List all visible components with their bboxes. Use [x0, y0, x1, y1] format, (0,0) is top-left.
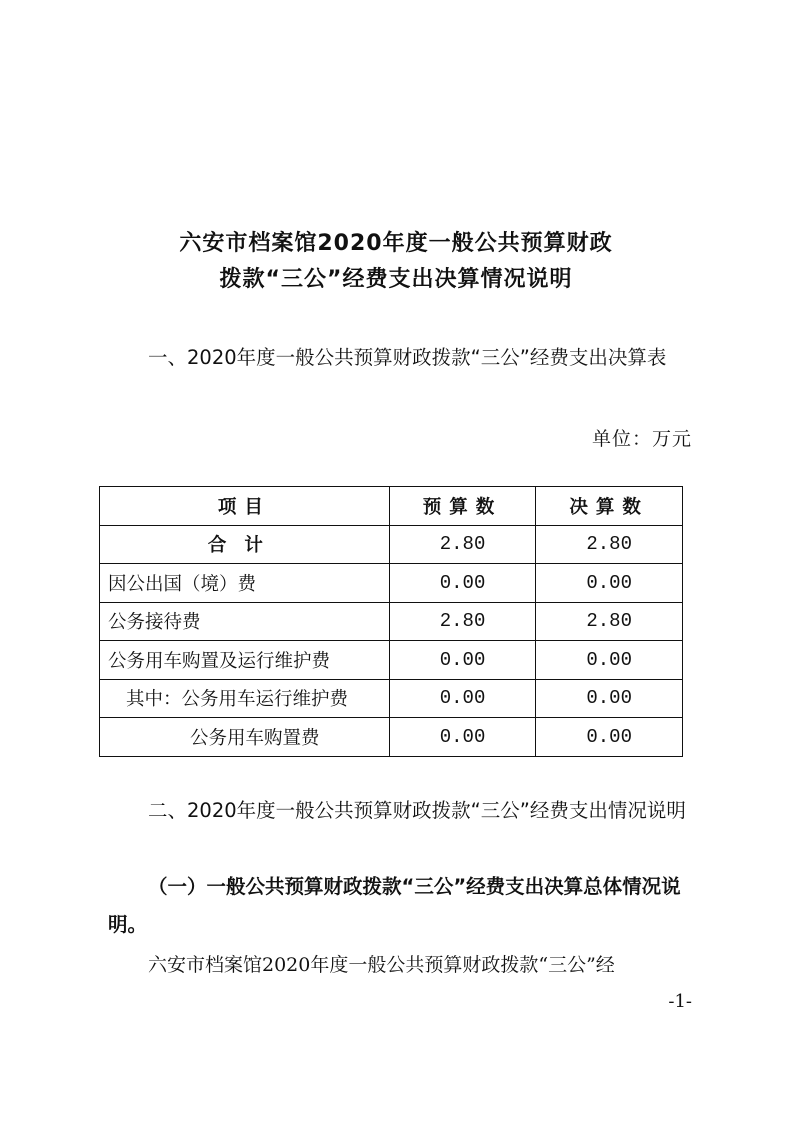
- row-actual: 0.00: [536, 679, 683, 718]
- row-budget: 2.80: [389, 525, 536, 564]
- body-paragraph: 六安市档案馆2020年度一般公共预算财政拨款“三公”经: [148, 954, 615, 976]
- document-title-line-2: 拨款“三公”经费支出决算情况说明: [219, 267, 573, 292]
- table-header-row: [100, 487, 683, 526]
- section-2-heading: 二、2020年度一般公共预算财政拨款“三公”经费支出情况说明: [148, 799, 686, 822]
- page-number: -1-: [668, 991, 692, 1012]
- document-title-line-1: 六安市档案馆2020年度一般公共预算财政: [179, 231, 613, 256]
- section-1-heading: 一、2020年度一般公共预算财政拨款“三公”经费支出决算表: [148, 346, 667, 369]
- row-name: 公务用车购置及运行维护费: [100, 641, 390, 680]
- section-2-subheading: （一）一般公共预算财政拨款“三公”经费支出决算总体情况说明。: [108, 875, 681, 936]
- header-budget: 预算数: [389, 487, 536, 526]
- row-actual: 0.00: [536, 718, 683, 757]
- row-actual: 2.80: [536, 602, 683, 641]
- row-actual: 0.00: [536, 564, 683, 603]
- row-name: 因公出国（境）费: [100, 564, 390, 603]
- table-row: [100, 602, 683, 641]
- header-item: 项目: [100, 487, 390, 526]
- table-row: [100, 564, 683, 603]
- table-row: [100, 679, 683, 718]
- row-name: 公务用车购置费: [100, 718, 390, 757]
- table-row: [100, 641, 683, 680]
- row-budget: 0.00: [389, 564, 536, 603]
- row-name: 其中：公务用车运行维护费: [100, 679, 390, 718]
- row-budget: 2.80: [389, 602, 536, 641]
- row-budget: 0.00: [389, 679, 536, 718]
- row-actual: 0.00: [536, 641, 683, 680]
- row-actual: 2.80: [536, 525, 683, 564]
- table-row: [100, 525, 683, 564]
- row-name: 合计: [100, 525, 390, 564]
- row-name: 公务接待费: [100, 602, 390, 641]
- header-actual: 决算数: [536, 487, 683, 526]
- row-budget: 0.00: [389, 641, 536, 680]
- table-row: [100, 718, 683, 757]
- row-budget: 0.00: [389, 718, 536, 757]
- expense-table: [99, 486, 683, 757]
- unit-label: 单位：万元: [591, 428, 692, 450]
